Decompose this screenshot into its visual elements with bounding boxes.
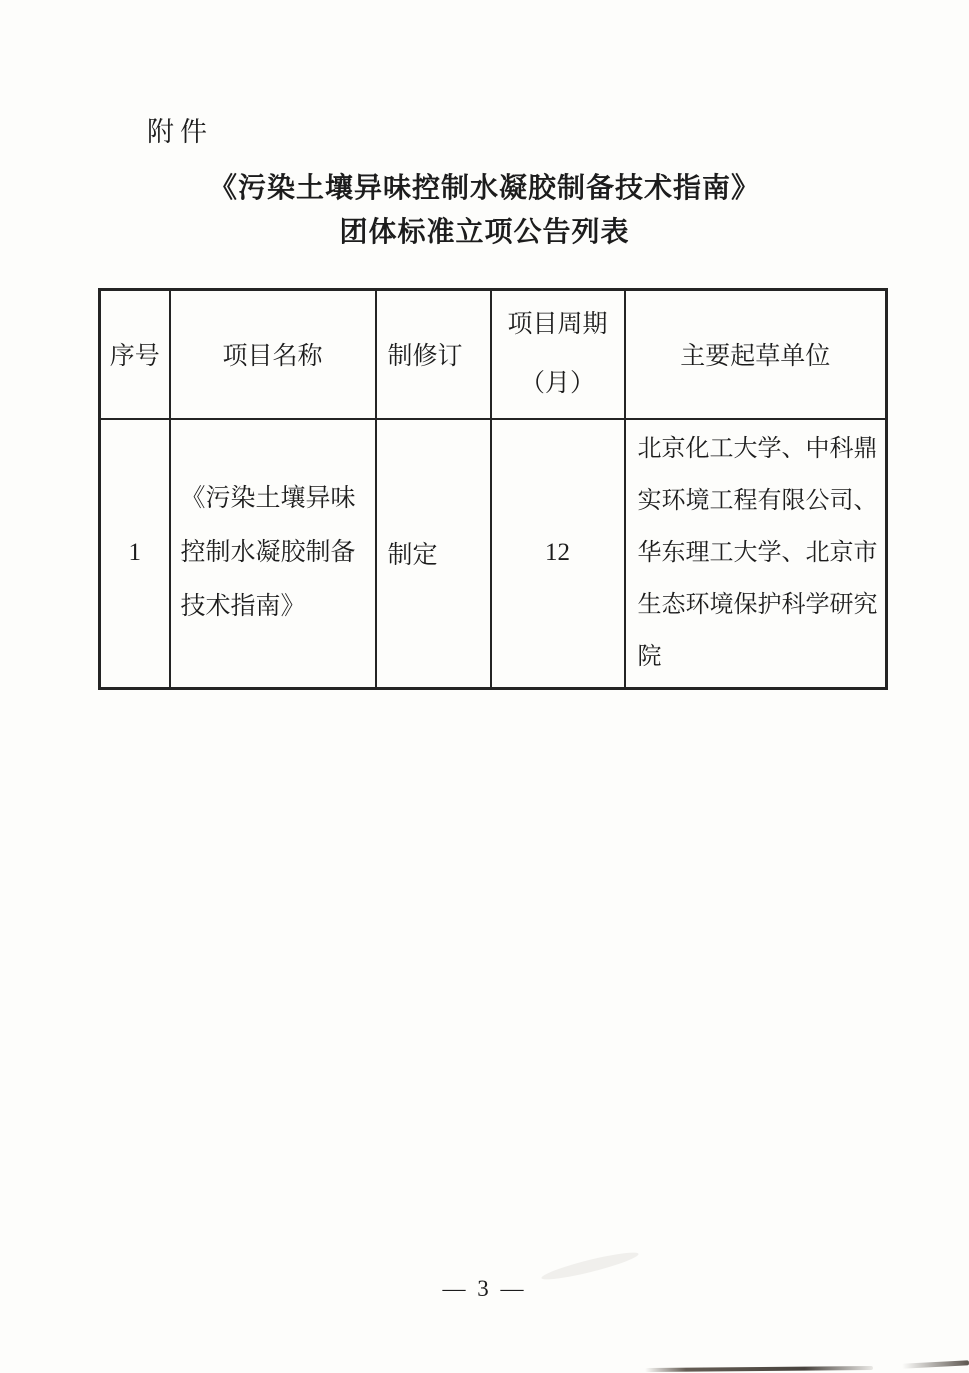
header-project-period-line1: 项目周期 (507, 311, 608, 339)
standards-table (98, 288, 888, 690)
cell-project-name: 《污染土壤异味控制水凝胶制备技术指南》 (170, 419, 376, 689)
table-row (100, 419, 887, 689)
document-title (0, 167, 969, 255)
title-line-2: 团体标准立项公告列表 (339, 217, 630, 248)
table-header-row (100, 290, 887, 419)
scan-edge-artifact (645, 1366, 873, 1372)
header-drafting-units: 主要起草单位 (625, 290, 887, 419)
header-revision-type: 制修订 (376, 290, 491, 419)
cell-serial-number: 1 (100, 419, 170, 689)
cell-project-period: 12 (491, 419, 625, 689)
title-line-1: 《污染土壤异味控制水凝胶制备技术指南》 (208, 173, 760, 204)
page-number: — 3 — (442, 1276, 527, 1301)
header-project-name: 项目名称 (170, 290, 376, 419)
cell-drafting-units: 北京化工大学、中科鼎实环境工程有限公司、华东理工大学、北京市生态环境保护科学研究院 (625, 419, 887, 689)
header-serial-number: 序号 (100, 290, 170, 419)
header-project-period (491, 290, 625, 419)
cell-revision-type: 制定 (376, 419, 491, 689)
header-project-period-line2: （月） (519, 370, 595, 398)
scan-edge-artifact (902, 1360, 969, 1368)
attachment-label: 附件 (147, 117, 213, 147)
